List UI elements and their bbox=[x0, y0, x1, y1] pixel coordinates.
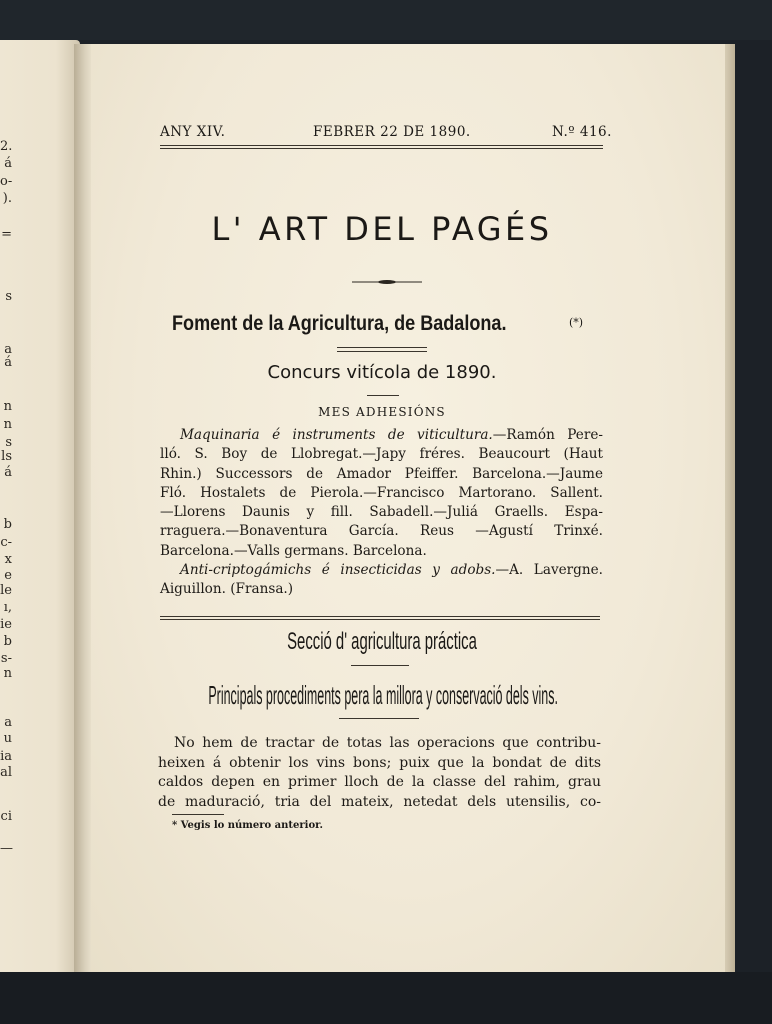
left-page-fragment: á bbox=[4, 156, 12, 171]
adhesions-paragraph bbox=[160, 426, 603, 600]
left-page-fragment: = bbox=[1, 227, 12, 242]
left-page-fragment: á bbox=[4, 465, 12, 480]
background-top bbox=[0, 0, 772, 40]
header-rule-bottom bbox=[160, 148, 603, 149]
subtitle-rule bbox=[367, 395, 399, 396]
left-page-fragment: ia bbox=[0, 749, 12, 764]
left-page-fragment: a bbox=[4, 342, 12, 357]
left-page-fragment: b bbox=[3, 517, 12, 532]
left-page-fragment: u bbox=[3, 731, 12, 746]
left-page-fragment: e bbox=[4, 568, 12, 583]
left-page-fragment: ie bbox=[0, 617, 12, 632]
footnote-mark: (*) bbox=[569, 316, 584, 329]
left-page-fragment: s- bbox=[0, 651, 12, 666]
body-line: de maduració, tria del mateix, netedat dels utensilis, co- bbox=[158, 793, 601, 810]
left-page-fragment: ls bbox=[1, 449, 12, 464]
journal-title: L' ART DEL PAGÉS bbox=[211, 210, 553, 248]
divider-rule-top bbox=[160, 616, 600, 617]
left-page-fragment: c- bbox=[0, 535, 12, 550]
left-page-fragment: ). bbox=[2, 191, 12, 206]
adhesions-text: Aiguillon. (Fransa.) bbox=[160, 581, 294, 598]
right-page-edge bbox=[725, 44, 735, 974]
adhesions-line bbox=[160, 561, 603, 580]
adhesions-line bbox=[160, 465, 603, 484]
left-page-fragment: n bbox=[3, 417, 12, 432]
adhesions-line bbox=[160, 522, 603, 541]
left-page-fragment: á bbox=[4, 355, 12, 370]
left-page-fragment: n bbox=[3, 399, 12, 414]
left-page-fragment: a bbox=[4, 715, 12, 730]
header-rule-top bbox=[160, 145, 603, 146]
left-page-fragment: ı, bbox=[3, 600, 12, 615]
left-page-fragment: al bbox=[0, 765, 12, 780]
footnote-rule bbox=[172, 814, 224, 815]
adhesions-text: lló. S. Boy de Llobregat.—Japy fréres. Beaucourt (Haut bbox=[160, 446, 603, 463]
adhesions-text: —Llorens Daunis y fill. Sabadell.—Juliá Graells. Espa- bbox=[160, 504, 603, 521]
title-ornament bbox=[352, 270, 422, 272]
adhesions-text: rraguera.—Bonaventura García. Reus —Agustí Trinxé. bbox=[160, 523, 603, 540]
left-page-fragment: s bbox=[5, 435, 12, 450]
adhesions-text: —Ramón Pere- bbox=[492, 427, 603, 443]
section2-subtitle: Principals procediments pera la millora y conservació dels vins. bbox=[208, 680, 559, 710]
footnote: * Vegis lo número anterior. bbox=[172, 820, 323, 831]
section1-rule-a bbox=[337, 347, 427, 348]
divider-rule-bottom bbox=[160, 619, 600, 620]
adhesions-text: —A. Lavergne. bbox=[495, 562, 603, 579]
adhesions-category: Maquinaria é instruments de viticultura. bbox=[180, 427, 493, 443]
section1-title: Foment de la Agricultura, de Badalona. bbox=[172, 312, 507, 335]
left-page-fragment: x bbox=[4, 552, 12, 567]
adhesions-line bbox=[160, 445, 603, 464]
adhesions-line bbox=[160, 484, 603, 503]
left-page-fragment: s bbox=[5, 289, 12, 304]
adhesions-text: Fló. Hostalets de Pierola.—Francisco Martorano. Sallent. bbox=[160, 484, 603, 501]
adhesions-category: Anti-criptogámichs é insecticidas y adobs. bbox=[180, 562, 496, 579]
section1-rule-b bbox=[337, 351, 427, 352]
left-page-fragment: ci bbox=[0, 809, 12, 824]
body-line: caldos depen en primer lloch de la classe del rahim, grau bbox=[158, 774, 601, 790]
body-line: heixen á obtenir los vins bons; puix que la bondat de dits bbox=[158, 754, 601, 771]
section2-paragraph bbox=[158, 734, 601, 812]
left-page-gutter bbox=[74, 44, 92, 978]
background-bottom bbox=[0, 972, 772, 1024]
adhesions-line bbox=[160, 542, 603, 561]
adhesions-text: Rhin.) Successors de Amador Pfeiffer. Barcelona.—Jaume bbox=[160, 465, 603, 482]
body-line: No hem de tractar de totas las operacions que contribu- bbox=[174, 735, 601, 751]
adhesions-label: MES ADHESIÓNS bbox=[318, 405, 446, 419]
adhesions-line bbox=[160, 580, 603, 599]
header-volume: ANY XIV. bbox=[160, 124, 226, 140]
section2-subtitle-rule bbox=[339, 718, 419, 719]
left-page-fragment: n bbox=[3, 666, 12, 681]
section2-title: Secció d' agricultura práctica bbox=[287, 628, 477, 655]
adhesions-text: Barcelona.—Valls germans. Barcelona. bbox=[160, 542, 427, 559]
section1-subtitle: Concurs vitícola de 1890. bbox=[267, 362, 497, 383]
section2-rule bbox=[351, 665, 409, 666]
left-page-fragment: o- bbox=[0, 174, 13, 189]
left-page-fragment: le bbox=[0, 583, 12, 598]
header-date: FEBRER 22 DE 1890. bbox=[313, 124, 471, 140]
left-page-fragment: b bbox=[3, 634, 12, 649]
header-number: N.º 416. bbox=[552, 124, 612, 140]
adhesions-line bbox=[160, 503, 603, 522]
left-page-fragment: 2. bbox=[0, 139, 13, 154]
left-page-fragment: — bbox=[0, 841, 13, 856]
adhesions-line bbox=[160, 426, 603, 445]
